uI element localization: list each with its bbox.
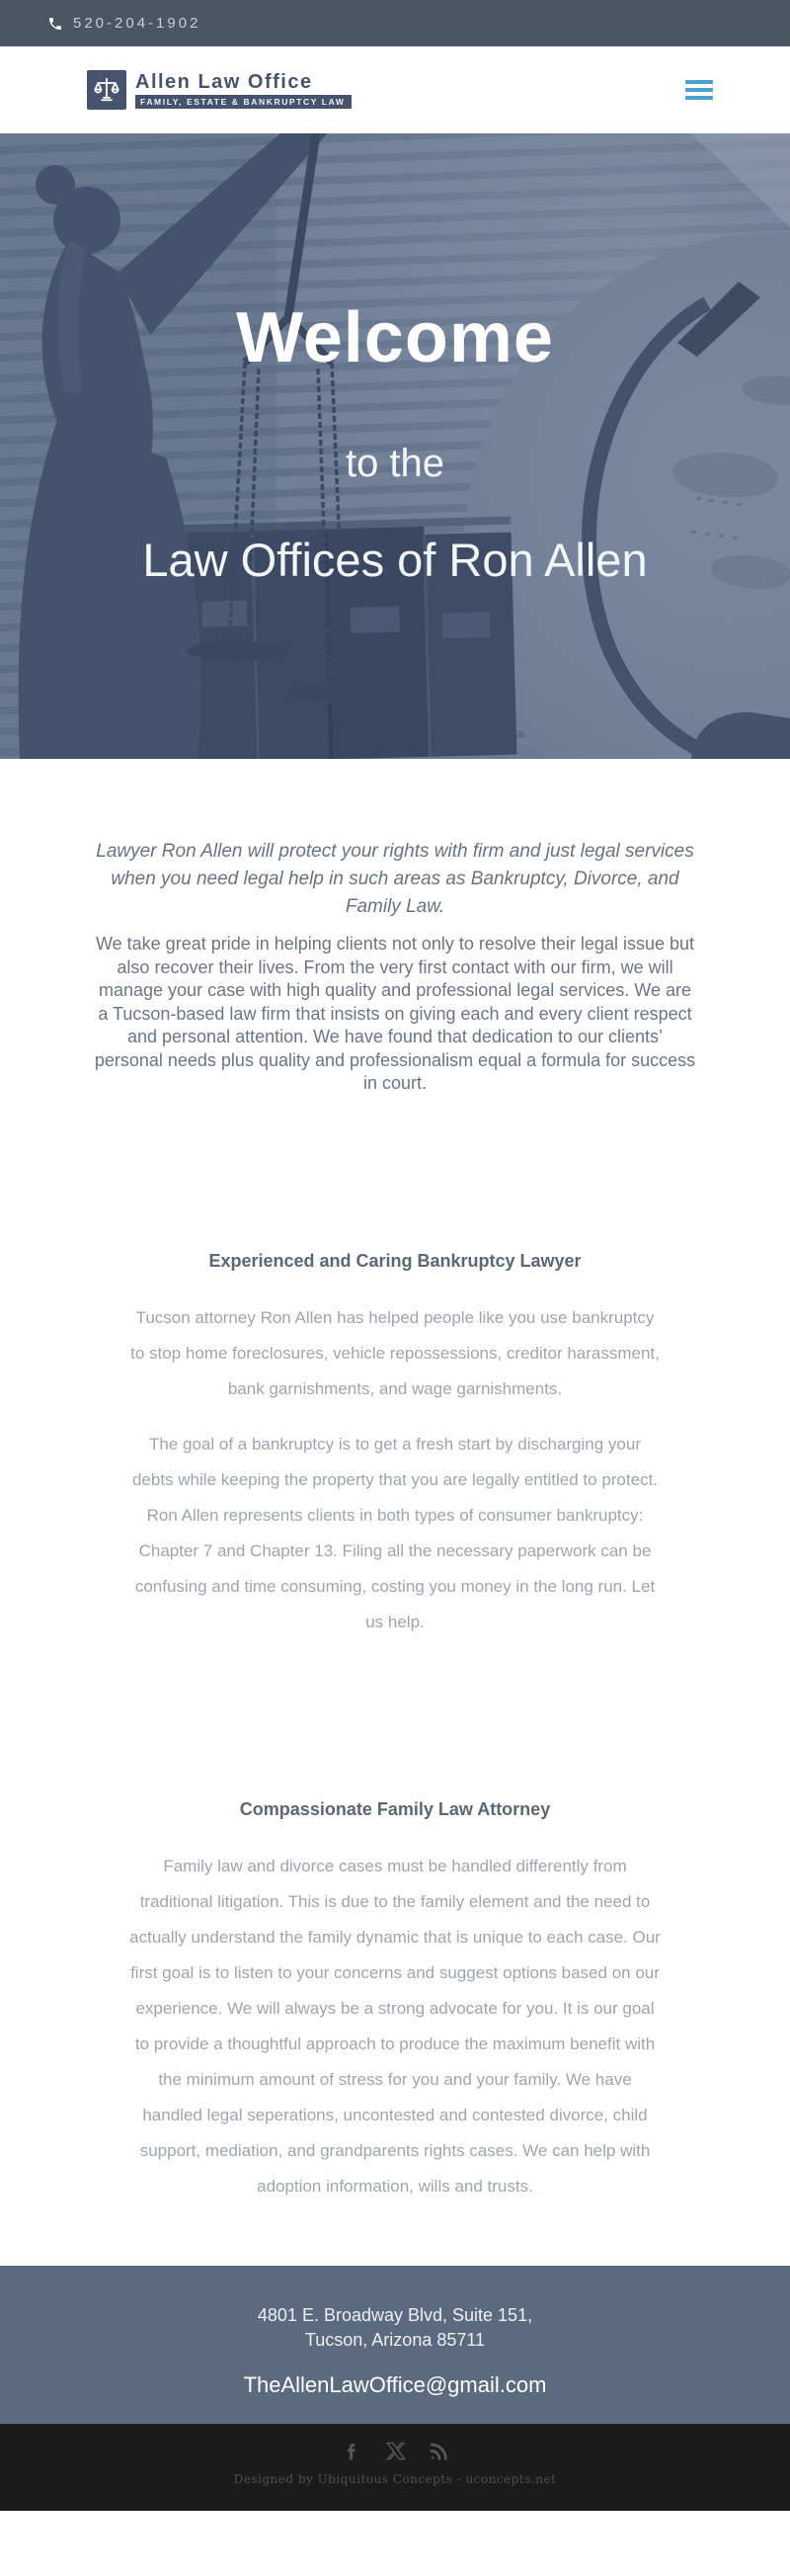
bankruptcy-paragraph-1: Tucson attorney Ron Allen has helped people like you use bankruptcy to stop home foreclosures, vehicle repossessions, creditor harassment, bank garnishments, and wage garnishments. xyxy=(130,1307,660,1398)
address-line-2: Tucson, Arizona 85711 xyxy=(304,2329,486,2350)
intro-section xyxy=(0,759,790,1248)
rss-icon[interactable] xyxy=(427,2440,450,2463)
hero-subtitle-2: Law Offices of Ron Allen xyxy=(142,534,648,586)
hero-title: Welcome xyxy=(236,298,554,377)
site-header xyxy=(0,46,790,133)
logo[interactable] xyxy=(87,70,352,110)
x-icon[interactable] xyxy=(383,2440,407,2463)
family-law-paragraph: Family law and divorce cases must be handled differently from traditional litigation. This is due to the family element and the need to actually understand the family dynamic that is unique to each case. Our first goal is to listen to your concerns and suggest options based on our experience. We will always be a strong advocate for you. It is our goal to provide a thoughtful approach to produce the maximum benefit with the minimum amount of stress for you and your family. We have handled legal seperations, uncontested and contested divorce, child support, mediation, and grandparents rights cases. We can help with adoption information, wills and trusts. xyxy=(129,1856,661,2196)
bankruptcy-section xyxy=(0,1248,790,1640)
phone-number: 520-204-1902 xyxy=(73,15,201,32)
address-line-1: 4801 E. Broadway Blvd, Suite 151, xyxy=(257,2304,533,2325)
bankruptcy-heading: Experienced and Caring Bankruptcy Lawyer xyxy=(208,1250,582,1271)
phone-icon xyxy=(47,16,63,32)
hero-subtitle-1: to the xyxy=(345,442,445,485)
designer-credit: Designed by Ubiquitous Concepts - uconcepts.net xyxy=(233,2471,557,2486)
logo-subtitle: FAMILY, ESTATE & BANKRUPTCY LAW xyxy=(135,95,352,109)
logo-text xyxy=(135,71,352,109)
top-phone-bar xyxy=(0,0,790,46)
bottom-bar xyxy=(0,2424,790,2511)
facebook-icon[interactable] xyxy=(340,2440,363,2463)
intro-body-text: We take great pride in helping clients not only to resolve their legal issue but also recover their lives. From the very first contact with our firm, we will manage your case with high quality and professional legal services. We are a Tucson-based law firm that insists on giving each and every client respect and personal attention. We have found that dedication to our clients’ personal needs plus quality and professionalism equal a formula for success in court. xyxy=(94,934,696,1093)
footer xyxy=(0,2266,790,2424)
family-law-section xyxy=(0,1640,790,2266)
hero-banner xyxy=(0,133,790,759)
intro-lead-text: Lawyer Ron Allen will protect your rights with firm and just legal services when you need legal help in such areas as Bankruptcy, Divorce, and Family Law. xyxy=(96,841,694,917)
menu-icon[interactable] xyxy=(685,72,713,108)
logo-title: Allen Law Office xyxy=(135,71,313,93)
social-links xyxy=(0,2440,790,2463)
scales-of-justice-icon xyxy=(87,70,126,110)
hero-text xyxy=(0,133,790,759)
footer-address xyxy=(0,2303,790,2353)
family-law-heading: Compassionate Family Law Attorney xyxy=(239,1798,551,1819)
bankruptcy-paragraph-2: The goal of a bankruptcy is to get a fresh start by discharging your debts while keeping the property that you are legally entitled to protect. Ron Allen represents clients in both types of consumer bankruptcy: Chapter 7 and Chapter 13. Filing all the necessary paperwork can be confusing and time consuming, costing you money in the long run. Let us help. xyxy=(131,1434,659,1631)
email-link[interactable]: TheAllenLawOffice@gmail.com xyxy=(243,2371,547,2397)
phone-link[interactable] xyxy=(47,15,200,32)
